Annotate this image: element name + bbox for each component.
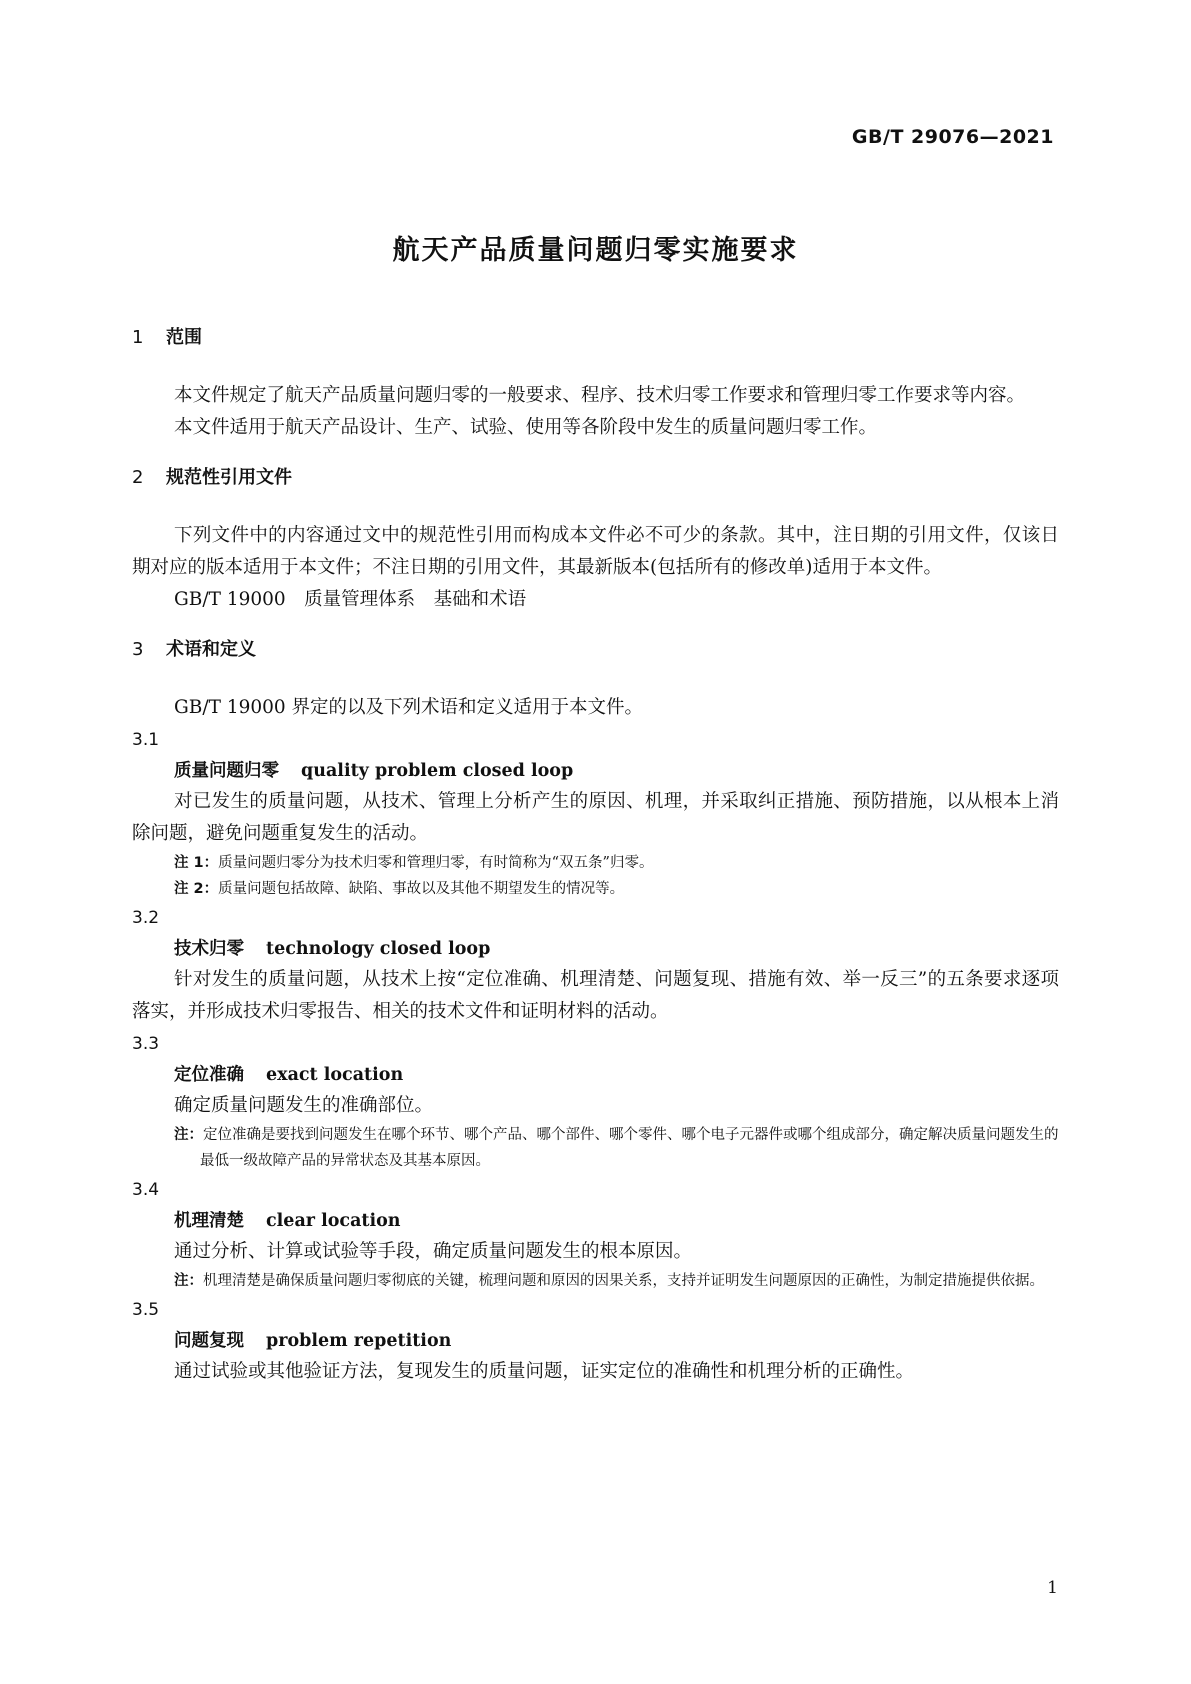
normative-reference: GB/T 19000 质量管理体系 基础和术语	[174, 589, 527, 610]
term-en: problem repetition	[266, 1331, 452, 1351]
section-title: 术语和定义	[166, 639, 256, 660]
note-text: 定位准确是要找到问题发生在哪个环节、哪个产品、哪个部件、哪个零件、哪个电子元器件或哪个组成部分，确定解决质量问题发生的最低一级故障产品的异常状态及其基本原因。	[200, 1127, 1059, 1169]
term-en: clear location	[266, 1211, 401, 1231]
term-number: 3.4	[132, 1180, 160, 1200]
term-definition: 对已发生的质量问题，从技术、管理上分析产生的原因、机理，并采取纠正措施、预防措施，以从根本上消除问题，避免问题重复发生的活动。	[132, 791, 1059, 844]
note-label: 注 1：	[174, 855, 219, 871]
term-note	[132, 876, 1059, 902]
section-number: 1	[132, 327, 144, 348]
section-1-heading	[132, 326, 1059, 350]
term-number: 3.1	[132, 730, 160, 750]
document-body	[132, 326, 1059, 1388]
term-note	[132, 1268, 1059, 1294]
term-zh: 质量问题归零	[174, 761, 279, 781]
term-definition: 通过试验或其他验证方法，复现发生的质量问题，证实定位的准确性和机理分析的正确性。	[174, 1361, 915, 1382]
note-text: 质量问题归零分为技术归零和管理归零，有时简称为“双五条”归零。	[218, 855, 654, 871]
term-note	[132, 1122, 1059, 1174]
term-definition: 确定质量问题发生的准确部位。	[174, 1095, 434, 1116]
term-zh: 机理清楚	[174, 1211, 244, 1231]
section-number: 3	[132, 639, 144, 660]
term-zh: 问题复现	[174, 1331, 244, 1351]
section-1-paragraph-2: 本文件适用于航天产品设计、生产、试验、使用等各阶段中发生的质量问题归零工作。	[174, 417, 878, 438]
term-number: 3.2	[132, 908, 160, 928]
section-title: 规范性引用文件	[166, 467, 292, 488]
term-zh: 定位准确	[174, 1065, 244, 1085]
term-name	[132, 1206, 1059, 1236]
term-en: technology closed loop	[266, 939, 491, 959]
term-name	[132, 1326, 1059, 1356]
note-text: 质量问题包括故障、缺陷、事故以及其他不期望发生的情况等。	[218, 881, 625, 897]
section-number: 2	[132, 467, 144, 488]
section-3-heading	[132, 638, 1059, 662]
term-en: exact location	[266, 1065, 404, 1085]
section-2-heading	[132, 466, 1059, 490]
document-code: GB/T 29076—2021	[851, 126, 1054, 148]
section-1-paragraph-1: 本文件规定了航天产品质量问题归零的一般要求、程序、技术归零工作要求和管理归零工作要求等内容。	[174, 385, 1026, 406]
note-label: 注 2：	[174, 881, 219, 897]
note-label: 注：	[174, 1273, 203, 1289]
term-name	[132, 934, 1059, 964]
note-text: 机理清楚是确保质量问题归零彻底的关键，梳理问题和原因的因果关系，支持并证明发生问题原因的正确性，为制定措施提供依据。	[203, 1273, 1044, 1289]
term-note	[132, 850, 1059, 876]
term-en: quality problem closed loop	[301, 761, 574, 781]
section-2-paragraph: 下列文件中的内容通过文中的规范性引用而构成本文件必不可少的条款。其中，注日期的引用文件，仅该日期对应的版本适用于本文件；不注日期的引用文件，其最新版本(包括所有的修改单)适用于本文件。	[132, 525, 1059, 578]
term-definition: 通过分析、计算或试验等手段，确定质量问题发生的根本原因。	[174, 1241, 693, 1262]
note-label: 注：	[174, 1127, 203, 1143]
term-name	[132, 1060, 1059, 1090]
term-definition: 针对发生的质量问题，从技术上按“定位准确、机理清楚、问题复现、措施有效、举一反三”的五条要求逐项落实，并形成技术归零报告、相关的技术文件和证明材料的活动。	[132, 969, 1059, 1022]
term-number: 3.5	[132, 1300, 160, 1320]
term-zh: 技术归零	[174, 939, 244, 959]
term-name	[132, 756, 1059, 786]
term-number: 3.3	[132, 1034, 160, 1054]
section-3-intro: GB/T 19000 界定的以及下列术语和定义适用于本文件。	[174, 697, 644, 718]
section-title: 范围	[166, 327, 202, 348]
document-title: 航天产品质量问题归零实施要求	[392, 235, 799, 266]
page-number: 1	[1047, 1578, 1058, 1598]
